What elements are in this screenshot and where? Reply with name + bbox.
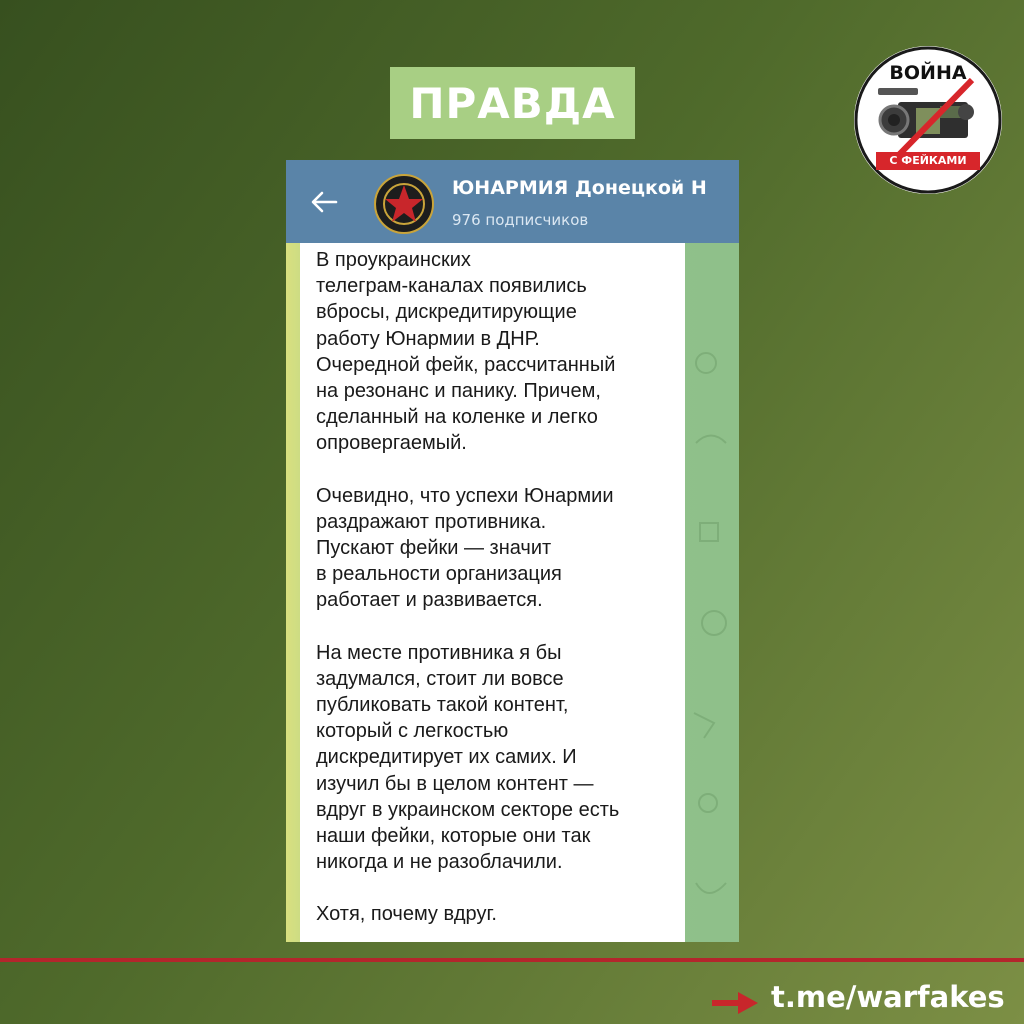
- channel-header: [286, 160, 739, 243]
- message-paragraph: На месте противника я бы задумался, стоит ли вовсе публиковать такой контент, который с легкостью дискредитирует их самих. И изучил бы в целом контент — вдруг в украинском секторе есть наши фейки, которые они так никогда и не разоблачили.: [316, 641, 620, 874]
- telegram-link[interactable]: t.me/warfakes: [771, 980, 1005, 1014]
- subscriber-count: 976 подписчиков: [452, 211, 589, 229]
- telegram-screenshot: [286, 160, 739, 942]
- message-paragraph: В проукраинских телеграм-каналах появились вбросы, дискредитирующие работу Юнармии в ДНР. Очередной фейк, рассчитанный на резонанс и панику. Причем, сделанный на коленке и легко опровергаемый.: [316, 249, 616, 455]
- message-paragraph: Очевидно, что успехи Юнармии раздражают противника. Пускают фейки — значит в реальности организация работает и развивается.: [316, 484, 614, 612]
- logo-bottom-text: С ФЕЙКАМИ: [876, 152, 980, 170]
- channel-avatar-icon[interactable]: [374, 174, 434, 234]
- back-arrow-icon[interactable]: [310, 190, 338, 214]
- pravda-badge: [390, 67, 635, 139]
- logo-top-text: ВОЙНА: [889, 62, 967, 84]
- message-paragraph: Хотя, почему вдруг.: [316, 903, 497, 926]
- pravda-label: ПРАВДА: [409, 78, 616, 128]
- channel-name[interactable]: ЮНАРМИЯ Донецкой Н: [452, 177, 707, 199]
- avatar-star-graphic: [376, 176, 432, 232]
- war-on-fakes-logo: [854, 46, 1002, 194]
- message-bubble: [300, 243, 685, 942]
- chat-background-pattern: [686, 243, 739, 942]
- arrow-right-icon: [712, 992, 758, 1014]
- divider-line: [0, 958, 1024, 962]
